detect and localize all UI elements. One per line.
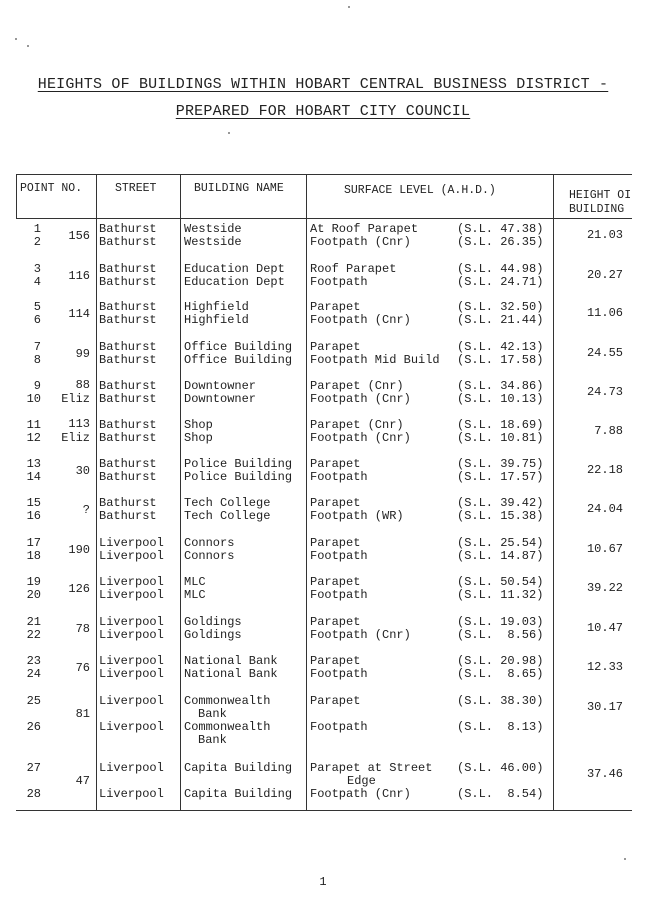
surface-description-cell: Footpath [310,275,368,289]
scan-speck [624,858,626,860]
building-name-cell: Westside [184,235,242,249]
header-building-name: BUILDING NAME [194,182,284,195]
row-index: 10 [26,392,41,406]
surface-level-value: (S.L. 17.57) [457,470,544,484]
scan-speck [348,6,350,8]
building-height: 24.04 [586,502,623,516]
row-index: 6 [33,313,41,327]
street-cell: Liverpool [99,615,164,629]
row-index: 28 [26,787,41,801]
building-height: 37.46 [586,767,623,781]
table-column-divider [306,174,307,810]
surface-level-value: (S.L. 14.87) [457,549,544,563]
street-cell: Bathurst [99,353,157,367]
row-index: 13 [26,457,41,471]
row-index: 27 [26,761,41,775]
building-name-cell: Office Building [184,353,293,367]
street-cell: Bathurst [99,379,157,393]
street-cell: Bathurst [99,300,157,314]
building-height: 10.47 [586,621,623,635]
building-name-cell: Highfield [184,313,249,327]
building-name-cell: National Bank [184,654,278,668]
building-name-cell: Downtowner [184,392,257,406]
row-index: 24 [26,667,41,681]
street-cell: Bathurst [99,496,157,510]
street-cell: Bathurst [99,340,157,354]
surface-description-cell: Roof Parapet [310,262,397,276]
surface-level-value: (S.L. 8.13) [457,720,544,734]
street-cell: Liverpool [99,787,164,801]
surface-level-value: (S.L. 34.86) [457,379,544,393]
surface-level-value: (S.L. 39.42) [457,496,544,510]
surface-description-cell: At Roof Parapet [310,222,419,236]
building-name-cell: Police Building [184,470,293,484]
building-name-cell: Office Building [184,340,293,354]
surface-description-cell: Parapet [310,654,361,668]
building-name-cell: Education Dept [184,275,285,289]
street-cell: Bathurst [99,392,157,406]
surface-description-cell: Footpath (Cnr) [310,431,411,445]
building-name-cell: Downtowner [184,379,257,393]
building-name-cell: Highfield [184,300,249,314]
document-title-line-2: PREPARED FOR HOBART CITY COUNCIL [175,103,471,120]
surface-level-value: (S.L. 24.71) [457,275,544,289]
street-cell: Bathurst [99,235,157,249]
building-height: 30.17 [586,700,623,714]
surface-description-cell: Parapet (Cnr) [310,418,404,432]
surface-description-cell: Parapet (Cnr) [310,379,404,393]
building-name-cell: MLC [184,588,206,602]
building-name-cell: Tech College [184,496,271,510]
point-number: 114 [68,306,90,321]
scan-speck [15,38,17,40]
surface-level-value: (S.L. 26.35) [457,235,544,249]
row-index: 21 [26,615,41,629]
surface-level-value: (S.L. 38.30) [457,694,544,708]
building-name-cell: Commonwealth [184,694,271,708]
surface-description-cell: Parapet [310,457,361,471]
surface-description-cell: Footpath [310,470,368,484]
row-index: 3 [33,262,41,276]
building-height: 12.33 [586,660,623,674]
table-left-border [16,174,17,218]
row-index: 25 [26,694,41,708]
row-index: 17 [26,536,41,550]
table-top-border [16,174,632,175]
building-name-cell: Capita Building [184,787,293,801]
building-name-cell: Connors [184,536,235,550]
street-cell: Liverpool [99,694,164,708]
surface-level-value: (S.L. 47.38) [457,222,544,236]
building-name-cell: Connors [184,549,235,563]
point-number: 30 [75,463,90,478]
table-header-divider [16,218,632,219]
building-height: 7.88 [594,424,623,438]
surface-description-cell: Footpath [310,588,368,602]
header-street: STREET [115,182,157,195]
surface-level-value: (S.L. 15.38) [457,509,544,523]
street-cell: Bathurst [99,222,157,236]
surface-level-value: (S.L. 42.13) [457,340,544,354]
surface-description-cell: Parapet [310,496,361,510]
row-index: 18 [26,549,41,563]
point-number: ? [82,502,90,517]
point-number: 156 [68,228,90,243]
street-cell: Bathurst [99,509,157,523]
point-street-abbr: Eliz [61,392,90,406]
table-column-divider [180,174,181,810]
surface-level-value: (S.L. 8.65) [457,667,544,681]
building-name-cell: Goldings [184,615,242,629]
street-cell: Liverpool [99,667,164,681]
building-name-cell: Bank [198,707,227,721]
surface-level-value: (S.L. 18.69) [457,418,544,432]
building-height: 24.73 [586,385,623,399]
point-number: 113 [68,417,90,431]
row-index: 19 [26,575,41,589]
surface-level-value: (S.L. 19.03) [457,615,544,629]
street-cell: Bathurst [99,418,157,432]
building-name-cell: Education Dept [184,262,285,276]
surface-description-cell: Edge [347,774,376,788]
table-column-divider [553,174,554,810]
street-cell: Liverpool [99,654,164,668]
row-index: 22 [26,628,41,642]
building-name-cell: Shop [184,418,213,432]
building-name-cell: Tech College [184,509,271,523]
surface-description-cell: Parapet [310,536,361,550]
surface-description-cell: Parapet [310,340,361,354]
page-number: 1 [319,875,327,889]
row-index: 15 [26,496,41,510]
row-index: 20 [26,588,41,602]
surface-description-cell: Parapet [310,300,361,314]
point-number: 99 [75,346,90,361]
row-index: 5 [33,300,41,314]
row-index: 12 [26,431,41,445]
document-title-line-1: HEIGHTS OF BUILDINGS WITHIN HOBART CENTRAL BUSINESS DISTRICT - [37,76,609,93]
surface-level-value: (S.L. 10.81) [457,431,544,445]
surface-description-cell: Footpath [310,720,368,734]
building-name-cell: Bank [198,733,227,747]
street-cell: Liverpool [99,549,164,563]
scan-speck [27,45,29,47]
building-height: 39.22 [586,581,623,595]
building-name-cell: National Bank [184,667,278,681]
surface-level-value: (S.L. 11.32) [457,588,544,602]
building-height: 24.55 [586,346,623,360]
surface-description-cell: Parapet at Street [310,761,433,775]
point-number: 190 [68,542,90,557]
row-index: 14 [26,470,41,484]
surface-level-value: (S.L. 8.56) [457,628,544,642]
point-street-abbr: Eliz [61,431,90,445]
surface-description-cell: Footpath (WR) [310,509,404,523]
building-height: 20.27 [586,268,623,282]
building-name-cell: Goldings [184,628,242,642]
header-height-line2: BUILDING [569,203,625,216]
surface-description-cell: Footpath (Cnr) [310,313,411,327]
building-height: 22.18 [586,463,623,477]
surface-description-cell: Parapet [310,575,361,589]
surface-description-cell: Footpath Mid Build [310,353,440,367]
point-number: 47 [75,774,90,788]
scan-speck [228,132,230,134]
surface-description-cell: Footpath (Cnr) [310,235,411,249]
street-cell: Liverpool [99,575,164,589]
table-column-divider [96,174,97,810]
table-bottom-border [16,810,632,811]
point-number: 88 [75,378,90,392]
header-point-no: POINT NO. [20,182,83,195]
surface-description-cell: Parapet [310,615,361,629]
building-name-cell: Westside [184,222,242,236]
building-height: 21.03 [586,228,623,242]
building-name-cell: Shop [184,431,213,445]
street-cell: Bathurst [99,313,157,327]
street-cell: Liverpool [99,761,164,775]
building-name-cell: MLC [184,575,206,589]
street-cell: Bathurst [99,457,157,471]
surface-level-value: (S.L. 8.54) [457,787,544,801]
surface-description-cell: Footpath (Cnr) [310,392,411,406]
row-index: 16 [26,509,41,523]
row-index: 23 [26,654,41,668]
header-height: HEIGHT OI [569,189,632,202]
point-number: 116 [68,268,90,283]
street-cell: Liverpool [99,628,164,642]
surface-level-value: (S.L. 21.44) [457,313,544,327]
surface-description-cell: Footpath (Cnr) [310,628,411,642]
surface-level-value: (S.L. 46.00) [457,761,544,775]
point-number: 78 [75,621,90,636]
surface-level-value: (S.L. 17.58) [457,353,544,367]
row-index: 1 [33,222,41,236]
row-index: 26 [26,720,41,734]
building-name-cell: Commonwealth [184,720,271,734]
surface-level-value: (S.L. 20.98) [457,654,544,668]
building-name-cell: Capita Building [184,761,293,775]
row-index: 9 [33,379,41,393]
point-number: 76 [75,660,90,675]
surface-level-value: (S.L. 44.98) [457,262,544,276]
surface-description-cell: Footpath [310,667,368,681]
building-height: 10.67 [586,542,623,556]
header-surface-level: SURFACE LEVEL (A.H.D.) [344,184,496,197]
row-index: 2 [33,235,41,249]
row-index: 7 [33,340,41,354]
surface-level-value: (S.L. 39.75) [457,457,544,471]
surface-description-cell: Footpath (Cnr) [310,787,411,801]
row-index: 4 [33,275,41,289]
row-index: 8 [33,353,41,367]
surface-description-cell: Parapet [310,694,361,708]
street-cell: Liverpool [99,588,164,602]
street-cell: Liverpool [99,720,164,734]
street-cell: Bathurst [99,470,157,484]
row-index: 11 [26,418,41,432]
point-number: 126 [68,581,90,596]
building-height: 11.06 [586,306,623,320]
street-cell: Liverpool [99,536,164,550]
street-cell: Bathurst [99,262,157,276]
street-cell: Bathurst [99,275,157,289]
surface-level-value: (S.L. 50.54) [457,575,544,589]
building-name-cell: Police Building [184,457,293,471]
surface-level-value: (S.L. 32.50) [457,300,544,314]
street-cell: Bathurst [99,431,157,445]
surface-description-cell: Footpath [310,549,368,563]
surface-level-value: (S.L. 25.54) [457,536,544,550]
point-number: 81 [75,707,90,721]
surface-level-value: (S.L. 10.13) [457,392,544,406]
